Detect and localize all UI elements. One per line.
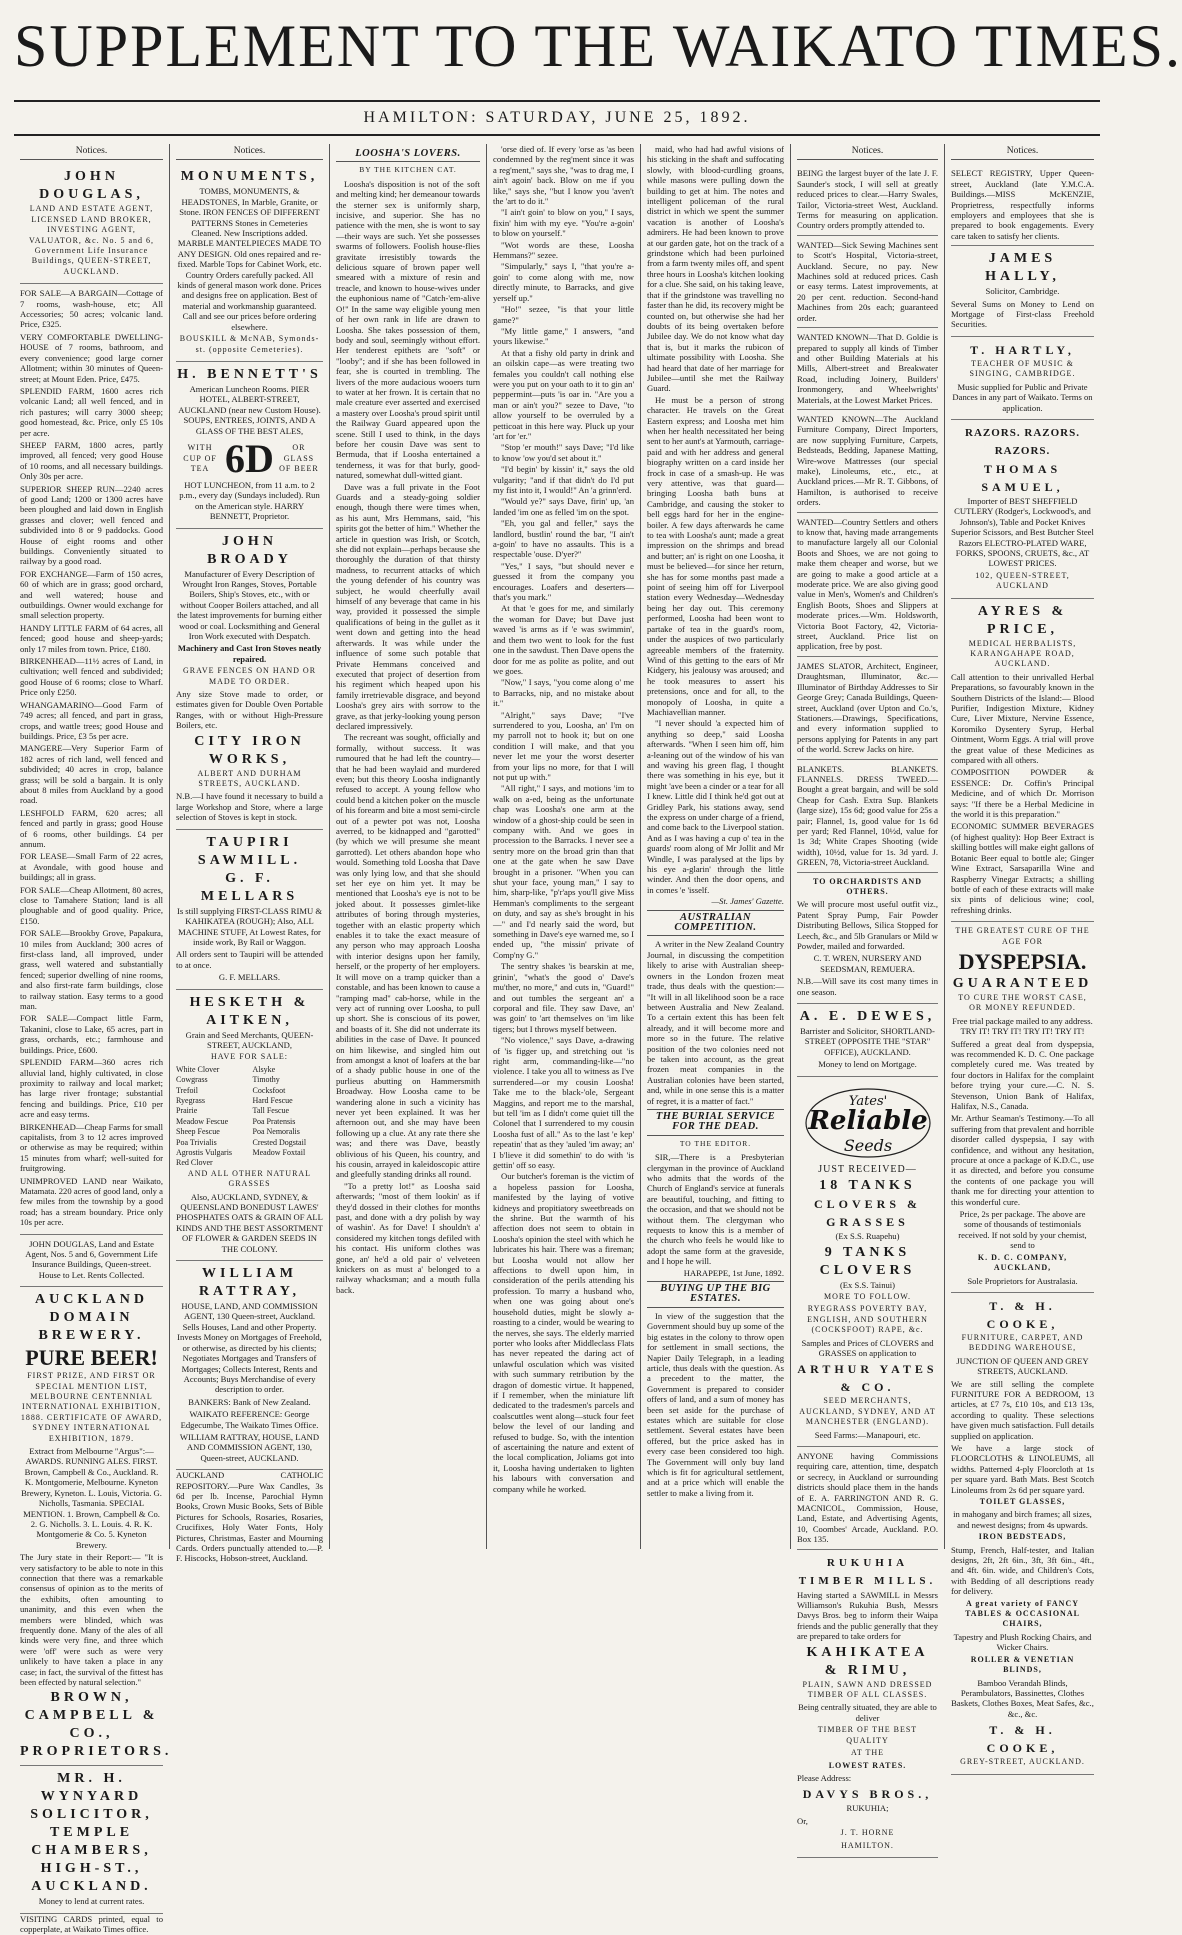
douglas-signature [20, 1235, 163, 1288]
douglas-ad [20, 164, 163, 284]
kdc-ad [951, 922, 1094, 1293]
seed-item: Poa Trivialis [176, 1137, 217, 1147]
hally-sub: Solicitor, Cambridge. [985, 286, 1060, 297]
seed-item: Prairie [176, 1106, 198, 1116]
wren-note: N.B.—Will save its cost many times in one season. [797, 976, 938, 997]
column-3 [330, 144, 487, 1549]
central: Being centrally situated, they are able to deliver [798, 1702, 937, 1723]
hartly-sub: TEACHER OF MUSIC & SINGING, CAMBRIDGE. [969, 358, 1076, 379]
seed-item: Cocksfoot [252, 1085, 286, 1095]
horne: J. T. HORNE [840, 1828, 895, 1838]
seed-item: Poa Pratensis [252, 1116, 296, 1126]
masthead-title: SUPPLEMENT TO THE WAIKATO TIMES. [14, 13, 1182, 79]
seed-item: White Clover [176, 1064, 220, 1074]
mellars-details: Is still supplying FIRST-CLASS RIMU & KAHIKATEA (ROUGH); Also, ALL MACHINE STUFF, At Lowest Rates, for inside work, By Rail or Waggon. [176, 905, 323, 947]
tanks-9: 9 TANKS [824, 1244, 911, 1260]
buying-text: In view of the suggestion that the Government should buy up some of the big estates in the colony to throw open for settlement in small sections, the Napier Daily Telegraph, in a leading article, thus deals with the question. As a precedent to the matter, the Government is prepared to consider offers of land, and a sum of money has been set aside for the purchase of estates which are suitable for close settlement. Several estates have been offered, but the price asked has in every case been considered too high. The Government will only buy land which is fit for agricultural settlement, and at a price which will enable the settler to make a living from it. [647, 1310, 784, 1498]
cure-line: THE GREATEST CURE OF THE AGE FOR [955, 926, 1090, 946]
registry-ad: SELECT REGISTRY, Upper Queen-street, Auckland (late Y.M.C.A. Buildings.—MISS McKENZIE, Proprietress, respectfully informs employers and employees that she is prepared to book engagements. Every care taken to satisfy her clients. [951, 164, 1094, 246]
rukuhia-ad [797, 1550, 938, 1858]
hartly-title: T. HARTLY, [970, 342, 1075, 357]
cooke-ad [951, 1293, 1094, 1775]
rattray-ad [176, 1261, 323, 1470]
story-continued [493, 144, 634, 1494]
wren-name: C. T. WREN, NURSERY AND SEEDSMAN, REMUERA. [813, 953, 922, 974]
yates-name: ARTHUR YATES & CO. [797, 1362, 938, 1395]
seed-item: Ryegrass [176, 1095, 206, 1105]
paragraph: WHANGAMARINO—Good Farm of 749 acres; all fenced, and part in grass, crops, and wattle trees; good House and buildings. Price, £3 5s per acre. [20, 699, 163, 741]
seed-item: Meadow Foxtail [252, 1148, 306, 1157]
or-text: Or, [797, 1815, 808, 1826]
seed-item: Red Clover [176, 1158, 213, 1168]
city-note: N.B.—I have found it necessary to build a large Workshop and Store, where a large selection of Stoves is kept in stock. [176, 791, 323, 823]
slator-ad: JAMES SLATOR, Architect, Engineer, Draughtsman, Illuminator, &c.—Illuminator of Birthday Addresses to Sir George Grey; Canada Buildings, Queen-street, Auckland (over Upton and Co.'s, Stationers.—Drawings, Specifications, and every information supplied to persons applying for Patents in any part of the world. Screw Jacks on hire. [797, 657, 938, 760]
mellars-sign: G. F. MELLARS. [218, 972, 281, 983]
paragraph: VERY COMFORTABLE DWELLING-HOUSE of 7 rooms, bathroom, and every convenience; good large corner Allotment; within 30 minutes of Queen-street; at Mount Eden. Price, £475. [20, 331, 163, 384]
floorcloths: We have a large stock of FLOORCLOTHS & LINOLEUMS, all widths. Patterned 4-ply Floorcloth at 1s per square yard. Bath Mats. Best Scotch Linoleums from 2s 6d per square yard. [951, 1442, 1094, 1495]
paragraph: 'orse died of. If every 'orse as 'as been condemned by the reg'ment since it was a reg'ment," says she, "was to drag me, I ain't agoin' back. Blow on me if you like," says she, "but I know you 'aven't the 'art to do it." [493, 144, 634, 207]
pure-beer-headline: PURE BEER! [25, 1345, 158, 1371]
brewery-awards: FIRST PRIZE, AND FIRST OR SPECIAL MENTION LIST, MELBOURNE CENTENNIAL INTERNATIONAL EXHIBITION, 1888. CERTIFICATE OF AWARD, SYDNEY INTERNATIONAL EXHIBITION, 1879. [20, 1371, 163, 1443]
ex-tainui: (Ex S.S. Tainui) [839, 1279, 896, 1290]
hally-ad [951, 246, 1094, 337]
orchardists-text: We will procure most useful outfit viz., Patent Spray Pump, Fair Powder Distributing Bellows, Silica Stopped for Leech, &c., and 5lb Granulars or Mild w Powder, mailed and forwarded. [797, 899, 938, 952]
kdc-company: K. D. C. COMPANY, AUCKLAND, [977, 1252, 1068, 1273]
harapepe-date: HARAPEPE, 1st June, 1892. [683, 1267, 784, 1278]
wynyard-ad [20, 1766, 163, 1913]
toilet-glasses: TOILET GLASSES, [979, 1497, 1066, 1506]
machines-ad: WANTED—Sick Sewing Machines sent to Scott's Hospital, Victoria-street, Auckland. Secure, no pay. New Machines sold at reduced prices. Cash or easy terms. Latest improvements, at 20 per cent. reduction. Second-hand Machines from 20s each; guaranteed order. [797, 236, 938, 328]
paragraph: SHEEP FARM, 1800 acres, partly improved, all fenced; very good House of 10 rooms, and all necessary buildings. Only 30s per acre. [20, 439, 163, 482]
plain-timber: PLAIN, SAWN AND DRESSED TIMBER OF ALL CLASSES. [802, 1679, 933, 1700]
iron-bedsteads: IRON BEDSTEADS, [978, 1532, 1067, 1542]
burial-title: THE BURIAL SERVICE FOR THE DEAD. [647, 1109, 784, 1136]
bouskill: BOUSKILL & McNAB, Symonds-st. (opposite Cemeteries). [179, 334, 320, 354]
fancy-tables: A great variety of FANCY TABLES & OCCASIONAL CHAIRS, [965, 1598, 1080, 1629]
seed-item: Cowgrass [176, 1075, 208, 1085]
taupiri-ad [176, 830, 323, 990]
cooke-sub: FURNITURE, CARPET, AND BEDDING WAREHOUSE, [961, 1332, 1084, 1353]
cooke-address: JUNCTION OF QUEEN AND GREY STREETS, AUCKLAND. [956, 1355, 1089, 1377]
all-other-grasses: AND ALL OTHER NATURAL GRASSES [187, 1168, 312, 1189]
kahikatea-rimu: KAHIKATEA & RIMU, [806, 1644, 929, 1678]
waikato-reference: WAIKATO REFERENCE: George Edgecumbe, The Waikato Times Office. [180, 1409, 319, 1430]
cooke-sign-address: GREY-STREET, AUCKLAND. [960, 1757, 1085, 1767]
razors: RAZORS. RAZORS. RAZORS. [965, 426, 1080, 457]
seed-item: Hard Fescue [252, 1095, 293, 1105]
timber-title: RUKUHIA TIMBER MILLS. [798, 1556, 937, 1587]
cooke-name: T. & H. COOKE, [986, 1298, 1059, 1331]
paragraph: MANGERE—Very Superior Farm of 182 acres of rich land, well fenced and subdivided; 40 acres in crop, balance grass; will be sold a bargain. It is only about 8 miles from Auckland by a good road. [20, 743, 163, 806]
paragraph: BIRKENHEAD—Cheap Farms for small capitalists, from 3 to 12 acres improved or otherwise as may be required; within 15 minutes from wharf; well-suited for fruitgrowing. [20, 1121, 163, 1174]
yates-logo-graphic [803, 1085, 933, 1161]
machinery-note: Machinery and Cast Iron Stoves neatly repaired. [177, 643, 322, 664]
kdc-sub: Sole Proprietors for Australasia. [967, 1275, 1078, 1286]
paragraph: FOR LEASE—Small Farm of 22 acres, at Avondale, with good house and buildings; all in grass. [20, 851, 163, 883]
paragraph: FOR SALE—A BARGAIN—Cottage of 7 rooms, wash-house, etc; All Accessories; 50 acres; volcanic land. Price, £325. [20, 288, 163, 330]
douglas-name: JOHN DOUGLAS, [39, 169, 144, 203]
rukuhia: RUKUHIA; [846, 1803, 889, 1814]
column-7 [945, 144, 1100, 1767]
samuel-ad [951, 420, 1094, 599]
mellars-note: All orders sent to Taupiri will be attended to at once. [176, 949, 323, 970]
paragraph: "Yes," I says, "but should never e guessed it from the company you encourages. Loafers and deserters—that's you mark." [493, 560, 634, 603]
burial-text: SIR,—There is a Presbyterian clergyman in the province of Auckland who admits that the words of the Church of England's service at funerals are beautiful, touching, and fitting to the occasion, and that we should not be without them. The clergyman who requests to know this is a member of the church who feels he would like to adopt the same form at the graveside, and I hope he will. [647, 1152, 784, 1267]
burial-to: TO THE EDITOR. [679, 1138, 752, 1148]
ayres-title: AYRES & PRICE, [977, 603, 1068, 637]
paragraph: BIRKENHEAD—11½ acres of Land, in cultivation; well fenced and subdivided; good House of 6 rooms; close to Wharf. Price only £250. [20, 656, 163, 698]
blankets-ad: BLANKETS. BLANKETS. FLANNELS. DRESS TWEED.—Bought a great bargain, and will be sold Cheap for Cash. Extra Sup. Blankets (large size), 15s 6d; good value for 25s a pair; Flannel, 1s, good value for 1s 6d per yard; Red Flannel, 10½d, value for 1s 3d; White Crapes Shooting (wide width), 10½d, value for 1s. 3d yard. J. GREEN, 78, Victoria-street Auckland. [797, 760, 938, 873]
timber-text: Having started a SAWMILL in Messrs Williamson's Rukuhia Bush, Messrs Davys Bros. beg to inform their Waipa friends and the public generally that they are prepared to take orders for [797, 1589, 938, 1642]
ex-ruapehu: (Ex S.S. Ruapehu) [835, 1231, 900, 1242]
tanks-18: 18 TANKS [819, 1178, 916, 1194]
samples: Samples and Prices of CLOVERS and GRASSES on application to [801, 1337, 934, 1358]
paragraph: "No violence," says Dave, a-drawing of 'is figger up, and stretching out 'is right arm, commanding-like—"no violence. I take you all to witness as I've surrendered—or my cousin Loosha! Take me to the black-'ole, Sergeant Maggins, and report me to the marshal, but tell 'im as I didn't come quiet till the Colonel that I surrendered to my cousin Loosha fust of all." As to the last 'e kep' repeatin' that as they 'auled 'im away; an' I b'lieve it did somethin' to do with 'is gettin' off so easy. [493, 1035, 634, 1170]
paragraph: Loosha's disposition is not of the soft and melting kind; her demeanour towards the sterner sex is uniformly sharp, incisive, and superior. She has no patience with the men, she is wont to say—their ways are such. Yet she possesses swarms of followers. Foolish house-flies gravitate irresistibly towards the delicious square of brown paper well smeared with a mixture of resin and treacle, and known to house-wives under the euphonious name of "Catch-'em-alive O!" In the same way eligible young men of her own rank in life are drawn to Loosha. She takes possession of them, body and soul, seemingly without effort. Her tenderest epithets are "soft" or "looby"; and if she has been followed in fear, she is courted in trembling. The livers of the more audacious wooers turn to water at her frown. It is certain that no male creature ever asserted and exercised a mastery over Loosha's proud spirit until the Railway Guard appeared upon the scene. Still I used to think, in the days before her cousin Dave was sent to Bermuda, that if Loosha entertained a tenderness, it was for that burly, good-natured, somewhat dull-witted giant. [336, 178, 480, 481]
clovers-grasses: CLOVERS & GRASSES [813, 1197, 921, 1230]
seed-item: Crested Dogstail [252, 1137, 307, 1147]
paragraph: Dave was a full private in the Foot Guards and a steady-going soldier enough, though there were times when, as his aunt, Mrs Hemmans, said, "his spirits got the better of him." Whether the article in question was Irish, or Scotch, she did not explain—perhaps because she thoroughly the duration of that thirsty madness, to recurrent attacks of which the young defender of his country was subject, he would cheerfully avail himself of any beverage that came in his way, provided it possessed the simple qualifications of being in the gullet as it went down and getting into the head afterwards. It was while under the influence of some such potable that Private Hemmans conceived and executed that project of desertion from his regiment which heaped upon his family irretrievable disgrace, and beyond Loosha's grey airs with sorrow to the grave, as that jerky-looking young person declared impressively. [336, 481, 480, 731]
with-cup: WITH CUP OF TEA [183, 443, 217, 474]
paragraph: FOR SALE—Compact little Farm, Takanini, close to Lake, 65 acres, part in grass, orchards, etc.; farmhouse and buildings. Price, £600. [20, 1013, 163, 1055]
visiting-cards-ad: VISITING CARDS printed, equal to copperplate, at Waikato Times office. [20, 1913, 163, 1935]
buying-title: BUYING UP THE BIG ESTATES. [647, 1281, 784, 1308]
column-5 [641, 144, 791, 1549]
column-heading: Notices. [20, 144, 163, 160]
seed-item: Trefoil [176, 1085, 198, 1095]
guaranteed: GUARANTEED [952, 975, 1093, 991]
yates-sub: SEED MERCHANTS, AUCKLAND, SYDNEY, AND AT MANCHESTER (ENGLAND). [799, 1396, 936, 1427]
davys-bros: DAVYS BROS., [802, 1787, 933, 1802]
furniture-co-ad: WANTED KNOWN—The Auckland Furniture Company, Direct Importers, are now supplying Furniture, Carpets, Bedsteads, Bedding, Japanese Matting, Wire-wove Mattresses (our special make), Linoleums, etc., etc., at Auckland prices.—Mr R. T. Gibbons, of Hamilton, is authorised to receive orders. [797, 410, 938, 513]
cure-sub: TO CURE THE WORST CASE, OR MONEY REFUNDED. [958, 992, 1087, 1013]
stoves-note: Any size Stove made to order, or estimates given for Double Oven Portable Ranges, with or without High-Pressure Boilers, etc. [176, 689, 323, 731]
grave-fences: GRAVE FENCES ON HAND OR MADE TO ORDER. [182, 666, 317, 686]
city-address: ALBERT AND DURHAM STREETS, AUCKLAND. [197, 768, 302, 789]
yates-ad [797, 1077, 938, 1447]
dewes-details: Barrister and Solicitor, SHORTLAND-STREET (OPPOSITE THE "STAR" OFFICE), AUCKLAND. [800, 1026, 935, 1057]
seed-item: Poa Nemoralis [252, 1127, 300, 1137]
more-to-follow: MORE TO FOLLOW. [823, 1291, 912, 1301]
paragraph: SPLENDID FARM—360 acres rich alluvial land, highly cultivated, in close proximity to railway and local market; has large river frontage; substantial fencing and buildings. Price, £10 per acre and easy terms. [20, 1057, 163, 1120]
toilet-sub: in mahogany and birch frames; all sizes, and newest designs; from 4s upwards. [953, 1509, 1092, 1530]
rattray-title: WILLIAM RATTRAY, [198, 1266, 301, 1300]
story-title: LOOSHA'S LOVERS. [336, 147, 480, 162]
paragraph: SUPERIOR SHEEP RUN—2240 acres of good Land; 1200 or 1300 acres have been ploughed and laid down in English grasses and clover; well fenced and subdivided into 8 or 9 paddocks. Good House of eight rooms and other buildings. Conveniently situated to railway by a good road. [20, 483, 163, 567]
story-byline: BY THE KITCHEN CAT. [359, 165, 457, 175]
paragraph: "My little game," I answers, "and yours likewise." [493, 325, 634, 347]
broady-details: Manufacturer of Every Description of Wrought Iron Ranges, Stoves, Portable Boilers, Ship's Stoves, etc., with or without Cooper Boilers attached, and all the latest improvements for burning either wood or coal. Locksmithing and General Iron Work executed with Despatch. [177, 568, 322, 641]
bennett-title: H. BENNETT'S [177, 366, 322, 382]
economic: ECONOMIC SUMMER BEVERAGES (of highest quality): Hop Beer Extract is skilling bottles will make eight gallons of Botanic Beer equal to bottle ale; Ginger Wine Extract, Sarsaparilla Wine and Raspberry Vinegar Extracts; a shilling bottle of each of these extracts will make six pints of delicious wine; cool, refreshing drinks. [951, 821, 1094, 915]
dewes-note: Money to lend on Mortgage. [818, 1059, 917, 1070]
just-received: JUST RECEIVED— [818, 1163, 917, 1175]
seed-list [176, 1065, 323, 1169]
seed-item: Sheep Fescue [176, 1127, 220, 1137]
rattray-details: HOUSE, LAND, AND COMMISSION AGENT, 130 Queen-street, Auckland. Sells Houses, Land and other Property. Invests Money on Mortgages of Freehold, or otherwise, as directed by his clients; Negotiates Mortgages and Transfers of Mortgages; Collects Interest, Rents and Accounts; Buys Merchandise of every description to order. [177, 1301, 322, 1395]
seed-item: Timothy [252, 1075, 280, 1085]
holdsworth-ad: WANTED—Country Settlers and others to know that, having made arrangements to manufacture largely all our Colonial Boots and Shoes, we are not going to make them cheaper and worse, but we are going to make a good article at a moderate price. We are also giving good value in Men's, Women's and Children's English Boots, Shoes and Slippers at moderate prices.—Wm. Holdsworth, Victoria Boot Factory, 42, Victoria-street, Auckland. Price list on application, free by post. [797, 513, 938, 657]
column-1 [14, 144, 173, 1935]
seed-farms: Seed Farms:—Manapouri, etc. [814, 1429, 921, 1440]
ayres-sub: MEDICAL HERBALISTS, KARANGAHAPE ROAD, AUCKLAND. [968, 638, 1077, 669]
dewes-title: A. E. DEWES, [799, 1009, 936, 1025]
column-heading: Notices. [951, 144, 1094, 160]
brewery-name: AUCKLAND DOMAIN BREWERY. [35, 1292, 148, 1344]
douglas-sign-text: JOHN DOUGLAS, Land and Estate Agent, Nos. 5 and 6, Government Life Insurance Buildings, Queen-street. House to Let. Rents Collected. [25, 1238, 158, 1280]
bankers: BANKERS: Bank of New Zealand. [188, 1396, 311, 1407]
wynyard-note: Money to lend at current rates. [38, 1896, 145, 1907]
logo-line-2: Reliable [807, 1105, 928, 1136]
paragraph: "Wot words are these, Loosha Hemmans?" sezee. [493, 239, 634, 261]
testimony: Suffered a great deal from dyspepsia, was recommended K. D. C. One package completely cured me. Was treated by four doctors in Halifax for the complaint before trying your cure.—C. N. S. Stevenson, Union Bank of Halifax, Halifax, N.S., Canada. [951, 1038, 1094, 1111]
blinds-sub: Bamboo Verandah Blinds, Perambulators, Bassinettes, Clothes Baskets, Clothes Boxes, Meat Safes, &c., &c., &c. [951, 1677, 1094, 1719]
broady-ad [176, 529, 323, 830]
seed-item: Meadow Fescue [176, 1116, 229, 1126]
column-6 [791, 144, 945, 1850]
paragraph: The recreant was sought, officially and formally, without success. It was rumoured that he had left the country—that he had been waylaid and murdered even; but this theory Loosha indignantly refused to accept. A young fellow who could bend a kitchen poker on the muscle of his forearm and bite a most semi-circle out of a pewter pot was not, Loosha averred, to be kidnapped and "garotted" (by which we will presume she meant garrotted). Let others abandon hope who would. Something told Loosha that Dave was only lying low, and that she should set her eye on him yet. It may be mentioned that Loosha's eye is not to be joked about. It possesses gimlet-like attributes of boring through mysteries, together with an elastic property which enables it to take the exact measure of any person who may approach Loosha with interior designs upon her family, herself, or the property of her employers. It will move on a tramp quicker than a constable, and has been known to cause a "ramping mad" cab-horse, while in the very act of running over Loosha, to pull up short. She is conscious of its power, and boasts of it. She did not underrate its abilities in the case of Dave. It pounced on him likewise, and singled him out from amongst a knot of loafers at the bar of a shady public house in one of the purlieus abutting on Hammersmith Broadway. How Loosha came to be wandering alone in such a vicinity has never yet been explained. It was her afternoon out, and she may have been following up a clue. At any rate there she was; and there was Dave, beastly oblivious of his Queen, his country, and his cousin, arrayed in kaleidoscopic attire and gleefully standing drinks all round. [336, 732, 480, 1180]
dyspepsia: DYSPEPSIA. [958, 948, 1087, 974]
mellars-name: G. F. MELLARS [200, 870, 299, 904]
paragraph: "I ain't goin' to blow on you," I says, fixin' him with my eye. "You're a-goin' to blow on yourself." [493, 207, 634, 239]
paragraph: The sentry shakes 'is bearskin at me, grinin', "what's the good o' Dave's mu'ther, no more," and cuts in, "Guard!" and out tumbles the sergeant an' a corporal and file. They saw Dave, an' was goin' to 'art themselves on 'im like tigers; but I throws myself between. [493, 961, 634, 1034]
taupiri-title: TAUPIRI SAWMILL. [197, 834, 302, 868]
story-climax: "I never should 'a expected him of anything so deep," said Loosha afterwards. "When I seen him off, him a-leaning out of the window of his van and waving his green flag, I thought there was something in his eye, but it might 'ave been a cinder or a tear for all I knew. Little did I think he'd got out at Gridley Park, his stations away, send the express on under charge of a friend, and come back to the Liverpool station. And as I was having a cup o' tea in the guards' room along of Mr Jollit and Mr Windle, I was paralysed at the lips by his eye a-glarin' through the little winder. And then the door opens, and in comes 'e 'isself. [647, 718, 784, 895]
lowest-rates: LOWEST RATES. [828, 1760, 907, 1770]
paragraph: "Stop 'er mouth!" says Dave; "I'd like to know 'ow you'd set about it." [493, 442, 634, 463]
paragraph: At that 'e goes for me, and similarly the woman for Dave; but Dave just waved 'is arms as if 'e was swimmin', and them two went to look for the fust one in the sawdust. Then Dave opens the door for me as polite as polite, and out we goes. [493, 603, 634, 676]
paragraph: At that a fishy old party in drink and an oilskin cape—as were treating two females you couldn't call nothing else were you put on your oath to it to gin an' peppermint—puts 'is oar in. "Are you a man or ain't you?" sezee to Dave, "to allow yourself to be overruled by a petticoat in this here way. Pluck up your 'art for 'er." [493, 347, 634, 441]
dateline: HAMILTON: SATURDAY, JUNE 25, 1892. [14, 100, 1100, 136]
hesketh-title: HESKETH & AITKEN, [189, 994, 310, 1028]
story-tail: maid, who had had awful visions of his sticking in the shaft and suffocating slowly, with blood-curdling groans, while masons were pulling down the building to get at him. The notes and intelligent policeman of the rural district in which we spent the summer vacation is another of Loosha's admirers. He had been known to prove at our garden gate, hot on the track of a grindstone which had been purloined from a farm twenty miles off, and spent three hours in Loosha's kitchen looking for a clue. She said, on his taking leave, that if the grindstone was travelling no faster than he did, its recovery might be counted on, but otherwise she had her doubts of its being overtaken before Jubilee day. We do not know what day that is, but it marks the rubicon of ultimate possibility with Loosha. She had heard that date of her marriage for Jubilee—until she met the Railway Guard. [647, 144, 784, 394]
douglas-details: LAND AND ESTATE AGENT, LICENSED LAND BROKER, INVESTING AGENT, VALUATOR, &c. No. 5 and 6, Government Life Insurance Buildings, QUEEN-STREET, AUCKLAND. [28, 204, 155, 276]
samuel-name: THOMAS SAMUEL, [981, 461, 1064, 494]
column-2 [170, 144, 330, 1564]
paragraph: SPLENDID FARM, 1600 acres rich volcanic Land; all well fenced, and in rich pastures; will carry 3000 sheep; good homestead, &c. Price, only £5 10s per acre. [20, 385, 163, 438]
paragraph: FOR EXCHANGE—Farm of 150 acres, 60 of which are in grass; good orchard, and well watered; house and outbuildings. Owner would exchange for small selection property. [20, 568, 163, 621]
wynyard-name: MR. H. WYNYARD SOLICITOR, TEMPLE CHAMBERS, HIGH-ST., AUCKLAND. [30, 1771, 153, 1895]
monuments-title: MONUMENTS, [180, 169, 319, 185]
city-iron-works: CITY IRON WORKS, [194, 733, 305, 767]
story-source: —St. James' Gazette. [711, 896, 784, 907]
masthead [14, 8, 1182, 100]
paragraph: "Would ye?" says Dave, firin' up, 'an landed 'im one as felled 'im on the spot. [493, 496, 634, 517]
broady-title: JOHN BROADY [207, 533, 292, 567]
wren-ad [797, 873, 938, 1004]
paragraph: "Ho!" sezee, "is that your little game?" [493, 304, 634, 325]
logo-line-1: Yates' [848, 1093, 887, 1109]
catholic-repository-ad: AUCKLAND CATHOLIC REPOSITORY.—Pure Wax Candles, 3s 6d per lb. Incense, Parochial Hymn Books, Crown Music Books, Sets of Bible Pictures for Schools, Rosaries, Rosaries, Crucifixes, Holy Water Fonts, Holy Pictures, Christmas, Easter and Mourning Cards. Orders punctually attended to.—P. F. Hiscocks, Hobson-street, Auckland. [176, 1470, 323, 1564]
at-the: AT THE [850, 1748, 885, 1758]
farrington-ad: ANYONE having Commissions requiring care, attention, time, despatch or secrecy, in Auckland or surrounding districts should place them in the hands of E. A. FARRINGTON AND R. G. MACNICOL, Commission, House, Land, Estate, and Advertising Agents, 10, Coombes' Arcade, Auckland. P.O. Box 135. [797, 1447, 938, 1550]
free-trial: Free trial package mailed to any address. TRY IT! TRY IT! TRY IT! TRY IT! [952, 1015, 1093, 1037]
seed-item: Alsyke [252, 1064, 276, 1074]
monuments-details: TOMBS, MONUMENTS, & HEADSTONES, In Marble, Granite, or Stone. IRON FENCES OF DIFFERENT PATTERNS Stones in Cemeteries Cleaned. New Inscriptions added. MARBLE MANTELPIECES MADE TO ANY DESIGN. Old ones repaired and re-fixed. Marble Tops for Cabinet Work, etc. Country Orders carefully packed. All kinds of general mason work done. Prices and designs free on application. Best of material and workmanship guaranteed. Call and see our prices before ordering elsewhere. [177, 186, 322, 332]
paragraph: FOR SALE—Brookby Grove, Papakura, 10 miles from Auckland; 300 acres of first-class land, all improved, under grass, well watered and substantially fenced; superior dwelling of nine rooms, and also first-rate farm buildings, close to railway station. Easy terms to a good man. [20, 928, 163, 1012]
orchardists-title: TO ORCHARDISTS AND OTHERS. [813, 876, 922, 896]
seed-item: Tall Fescue [252, 1106, 290, 1116]
hally-title: JAMES HALLY, [985, 251, 1060, 285]
story-body [336, 179, 480, 1295]
or-glass: OR GLASS OF BEER [279, 443, 319, 474]
price: Price, 2s per package. The above are some of thousands of testimonials received. If not sold by your chemist, send to [958, 1209, 1087, 1251]
sixpence: 6D [225, 435, 274, 481]
ayres-ad [951, 599, 1094, 923]
best-quality: TIMBER OF THE BEST QUALITY [817, 1725, 918, 1745]
paragraph: FOR SALE—Cheap Allotment, 80 acres, close to Tamahere Station; land is all ploughable and of good quality. Price, £150. [20, 884, 163, 926]
paragraph: "Simpularly," says I, "that you're a-goin' to come along with me, now directly minute, to Barracks, and give yerself up." [493, 261, 634, 303]
hartly-ad [951, 337, 1094, 420]
samuel-address: 102, QUEEN-STREET, AUCKLAND [975, 570, 1070, 591]
please-address: Please Address: [797, 1772, 852, 1783]
bennett-sub: American Luncheon Rooms. PIER HOTEL, ALBERT-STREET, AUCKLAND (near new Custom House). SOUPS, ENTREES, JOINTS, AND A GLASS OF THE BEST ALES, [178, 383, 321, 436]
property-listings [20, 284, 163, 1234]
goldie-ad: WANTED KNOWN—That D. Goldie is prepared to supply all kinds of Timber and other Building Materials at his Mills, Albert-street and Breakwater Road, including Joinery, Builders' Ironmongery, and Wheelwrights' Materials, at the Lowest Market Prices. [797, 328, 938, 410]
clovers-heading: CLOVERS [819, 1262, 916, 1278]
iron-sub: Stump, French, Half-tester, and Italian designs, 2ft, 2ft 6in., 3ft, 3ft 6in., 4ft., and 4ft. 6in. wide, and Children's Cots, with Bedding of all descriptions ready for delivery. [951, 1544, 1094, 1597]
column-heading: Notices. [176, 144, 323, 160]
ryegrass: RYEGRASS POVERTY BAY, ENGLISH, AND SOUTHERN (COCKSFOOT) RAPE, &c. [807, 1304, 928, 1335]
composition: COMPOSITION POWDER & ESSENCE: Dr. Coffin's Principal Medicine, and of which Dr. Morrison says: "If there be a Herbal Medicine in the world it is this preparation." [951, 767, 1094, 820]
have-for-sale: HAVE FOR SALE: [211, 1052, 288, 1062]
hesketh-ad [176, 990, 323, 1262]
paragraph: LESHFOLD FARM, 620 acres; all fenced and partly in grass; good House of 6 rooms, other buildings. £4 per annum. [20, 807, 163, 849]
hamilton: HAMILTON. [841, 1840, 894, 1850]
rattray-sign: WILLIAM RATTRAY, HOUSE, LAND AND COMMISSION AGENT, 130, Queen-street, AUCKLAND. [179, 1431, 320, 1463]
hally-text: Several Sums on Money to Lend on Mortgage of First-class Freehold Securities. [951, 298, 1094, 330]
brewery-ad [20, 1287, 173, 1766]
argus-extract: Extract from Melbourne "Argus":— AWARDS. RUNNING ALES. FIRST. Brown, Campbell & Co., Auckland. R. K. Montgomerie, Melbourne. Kyneton Brewery, Kyneton. L. Louis, Victoria. G. Nicholls, Tasmania. SPECIAL MENTION. 1. Brown, Campbell & Co. 2. G. Nicholls. 3. L. Louis. 4. R. K. Montgomerie & Co. 5. Kyneton Brewery. [21, 1446, 162, 1550]
cooke-text: We are still selling the complete FURNITURE FOR A BEDROOM, 13 articles, at £7 7s, £10 10s, and £13 13s, according to quality. These selections have given much satisfaction. Full details supplied on application. [951, 1378, 1094, 1441]
monuments-ad [176, 164, 323, 362]
columns [14, 144, 1100, 1935]
blinds: ROLLER & VENETIAN BLINDS, [970, 1654, 1075, 1675]
paragraph: "All right," I says, and motions 'im to walk on a-ed, being as the unfortunate chap was Loosha's one arm at the window of a ghost-ship could be seen in company with. And we goes in procession to the Barracks. I never see a sentry more on the broad grin than that one at the gate when he saw Dave brought in a prisoner. "When you can shut your face, young man," I say to him, sharp-like, "p'r'aps you'll give Miss Hemman's compliments to the sergeant on duty, and say as she's brought in his—" and I'd nearly said the word, but something in Dave's eye warned me, so I ended up, "the missin' private of Comp'ny G." [493, 783, 634, 960]
seed-item: Agrostis Vulgaris [176, 1148, 233, 1157]
paragraph: Our butcher's foreman is the victim of a hopeless passion for Loosha, manifested by the laying of votive kidneys and propitiatory sweetbreads on the shrine. But the warmth of his affection does not seem to obtain in Loosha's opinion the steel with which he lubricates his hair. There was a fireman; but Loosha would not allow her affections to dwell upon him, in consideration of the perils attending his profession. To marry a husband who, when one was going about one's household duties, might be slowly a-roasting to a cinder, would be wearing to the nerves, she says. The elderly married porter who looks after Middleclass Flats has never repeated the daring act of unlawful osculation which was visited with such summary retribution by the dragon of domestic virtue. It happened, if I remember, when the miniature lift dedicated to the tradesmen's parcels and coalscuttles went along—stuck four feet below the level of our landing and refused to budge. So, with the intention of ascertaining the nature and extent of the local complication, Joliams got into it, Loosha having undertaken to lighten his labours with conversation and company while he worked. [493, 1171, 634, 1494]
paragraph: "I'd begin' by kissin' it," says the old vulgarity; "and if that didn't do I'd put my fist into it, I would!" An 'a grinn'erd. [493, 464, 634, 495]
jury-report: The Jury state in their Report:— "It is very satisfactory to be able to note in this connection that there was a remarkable consensus of opinion as to the merits of the exhibits, often amounting to unanimity, and this even when the members were blinded, which was frequently done. Many of the ales of all kinds were very fine, and three which were 'off' were such as were very unlikely to have taken a place in any case; in fact, the survival of the fittest has been effected by natural selection." [20, 1552, 163, 1687]
hesketh-sub: Grain and Seed Merchants, QUEEN-STREET, AUCKLAND, [185, 1029, 314, 1050]
railway-guard: He must be a person of strong character. He travels on the Great Eastern express; and Loosha met him when her health necessitated her being sent to her aunt's at Yarmouth, carriage-paid and with her address and general biography written on a card inside her frock in case of a smash-up. He was very attentive, was that guard—bringing Loosha bath buns at Cambridge, and causing the stoker to bell eggs hard for her in the engine-boiler. A few days afterwards he came to tea with Loosha's aunt; made a great impression on the shrimps and bread and butter; an' is right on one Loosha, it must be believed—for since her return, she has for some months past made a point of seeing him off for Liverpool station every Wednesday—Wednesday being her day out. This ceremony performed, Loosha had been wont to partake of tea in the guard's room, under the auspices of two particularly agreeable members of the fraternity. Wind of this getting to the ears of Mr Kidgery, his jealousy was aroused; and he took measures to assert his pretensions, once and for all, to the monopoly of Loosha, in quite a Machiavellian manner. [647, 394, 784, 717]
yates-seeds-logo [797, 1085, 938, 1161]
hesketh-tail: Also, AUCKLAND, SYDNEY, & QUEENSLAND BONEDUST LAWES' PHOSPHATES OATS & GRAIN OF ALL KINDS AND THE BEST ASSORTMENT OF FLOWER & GARDEN SEEDS IN THE COLONY. [176, 1191, 323, 1254]
paragraph: UNIMPROVED LAND near Waikato, Matamata. 220 acres of good land, only a few miles from the township by a good road; has a stream boundary. Price only 10s per acre. [20, 1175, 163, 1228]
saunders-ad: BEING the largest buyer of the late J. F. Saunder's stock, I will sell at greatly reduced prices to clear.—Harry Swales, Tailor, Victoria-street West, Auckland. Terms for measuring on application. Country orders promptly attended to. [797, 164, 938, 235]
ayres-text: Call attention to their unrivalled Herbal Preparations, so favourably known in the Southern Districts of the Island:— Blood Purifier, Indigestion Mixture, Kidney Cure, Liver Mixture, Nervine Essence, Koromiko Dysentery Syrup, Herbal Ointment, Worm Eggs. A trial will prove the great value of these Medicines as compared with all others. [951, 671, 1094, 766]
competition-title: AUSTRALIAN COMPETITION. [647, 910, 784, 937]
paragraph: "Eh, you gal and feller," says the landlord, bustlin' round the bar, "I ain't a-goin' to have no assaults. This is a respectable 'ouse. D'yer?" [493, 518, 634, 560]
logo-line-3: Seeds [843, 1135, 892, 1155]
newspaper-page [14, 8, 1182, 1935]
paragraph: "Alright," says Dave; "I've surrendered to you, Loosha, an' I'm on my parroll not to hook it; but on one condition I will make, and that you never let me your the worst deserter from your lips no more, for that I will not put up with." [493, 709, 634, 782]
column-4 [487, 144, 641, 1549]
bennett-tail: HOT LUNCHEON, from 11 a.m. to 2 p.m., every day (Sundays included). Run on the American style. HARRY BENNETT, Proprietor. [179, 479, 320, 522]
bennett-ad [176, 362, 323, 529]
paragraph: "Now," I says, "you come along o' me to Barracks, nip, and no mistake about it." [493, 677, 634, 709]
dewes-ad [797, 1004, 938, 1077]
column-heading: Notices. [797, 144, 938, 160]
brown-campbell: BROWN, CAMPBELL & CO., PROPRIETORS. [20, 1690, 173, 1760]
hartly-text: Music supplied for Public and Private Dances in any part of Waikato. Terms on application. [952, 381, 1093, 413]
seaman-testimony: Mr. Arthur Seaman's Testimony.—To all suffering from that prevalent and horrible disorder called dyspepsia, I say with confidence, and without any hesitation, procure at once a package of K.D.C., use it as directed, and before you consume the contents of one package you will thank me for directing your attention to this wonderful cure. [951, 1113, 1094, 1207]
paragraph: "To a pretty lot!" as Loosha said afterwards; "most of them lookin' as if they'd dossed in their clothes for months past, and done with a dry polish by way of washin'. As for Dave! I shouldn't a' considered my kitchen tongs defiled with his contact. His uniform clothes was gone, an' he'd a old pair o' velveteen knickers on as must a' belonged to a railway whacksman; and a mouth fulla back. [336, 1180, 480, 1295]
competition-text: A writer in the New Zealand Country Journal, in discussing the competition likely to arise with Australian sheep-owners in the London frozen meat trade, thus deals with the question:— "It will in all likelihood soon be a race between Australia and New Zealand. To a certain extent this has been felt already, and it will become more and more so in the future. The relative position of the two colonies need not be taken into account, as the great frozen meat companies in the Australian colonies have been started, and, while in one sense this is a matter of regret, it is a matter of fact." [647, 939, 784, 1106]
paragraph: HANDY LITTLE FARM of 64 acres, all fenced; good house and sheep-yards; only 17 miles from town. Price, £180. [20, 622, 163, 654]
fancy-sub: Tapestry and Plush Rocking Chairs, and Wicker Chairs. [953, 1631, 1092, 1653]
samuel-sub: Importer of BEST SHEFFIELD CUTLERY (Rodger's, Lockwood's, and Johnson's), Table and Pocket Knives Superior Scissors, and Best Butcher Steel Razors ELECTRO-PLATED WARE, FORKS, SPOONS, CRUETS, &c., AT LOWEST PRICES. [951, 495, 1094, 569]
cooke-sign: T. & H. COOKE, [986, 1723, 1059, 1756]
